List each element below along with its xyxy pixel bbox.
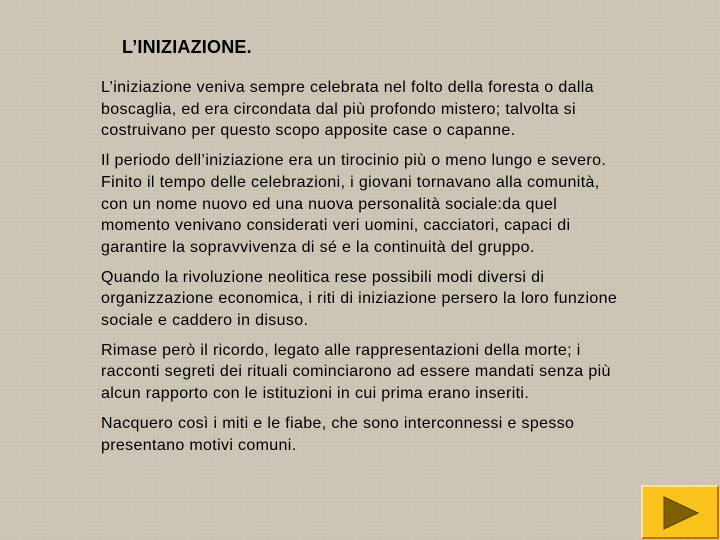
slide-title: L’INIZIAZIONE. — [122, 37, 252, 57]
paragraph-2: Il periodo dell’iniziazione era un tirocinio più o meno lungo e severo. Finito il tempo delle celebrazioni, i giovani tornavano alla comunità, con un nome nuovo ed una nuova personalità sociale:da quel momento venivano considerati veri uomini, cacciatori, capaci di garantire la sopravvivenza di sé e la continuità del gruppo. — [101, 152, 607, 256]
paragraph-5: Nacquero così i miti e le fiabe, che sono interconnessi e spesso presentano motivi comuni. — [101, 414, 575, 454]
paragraph-1: L’iniziazione veniva sempre celebrata nel folto della foresta o dalla boscaglia, ed era circondata dal più profondo mistero; talvolta si costruivano per questo scopo apposite case o capanne. — [101, 79, 594, 140]
next-slide-button[interactable] — [641, 485, 719, 539]
slide-body — [101, 77, 631, 464]
paragraph-3: Quando la rivoluzione neolitica rese possibili modi diversi di organizzazione economica, i riti di iniziazione persero la loro funzione sociale e caddero in disuso. — [101, 268, 618, 330]
paragraph-4: Rimase però il ricordo, legato alle rappresentazioni della morte; i racconti segreti dei rituali cominciarono ad essere mandati senza più alcun rapporto con le istituzioni in cui prima erano inseriti. — [101, 341, 611, 403]
play-triangle-right-icon — [662, 496, 700, 530]
